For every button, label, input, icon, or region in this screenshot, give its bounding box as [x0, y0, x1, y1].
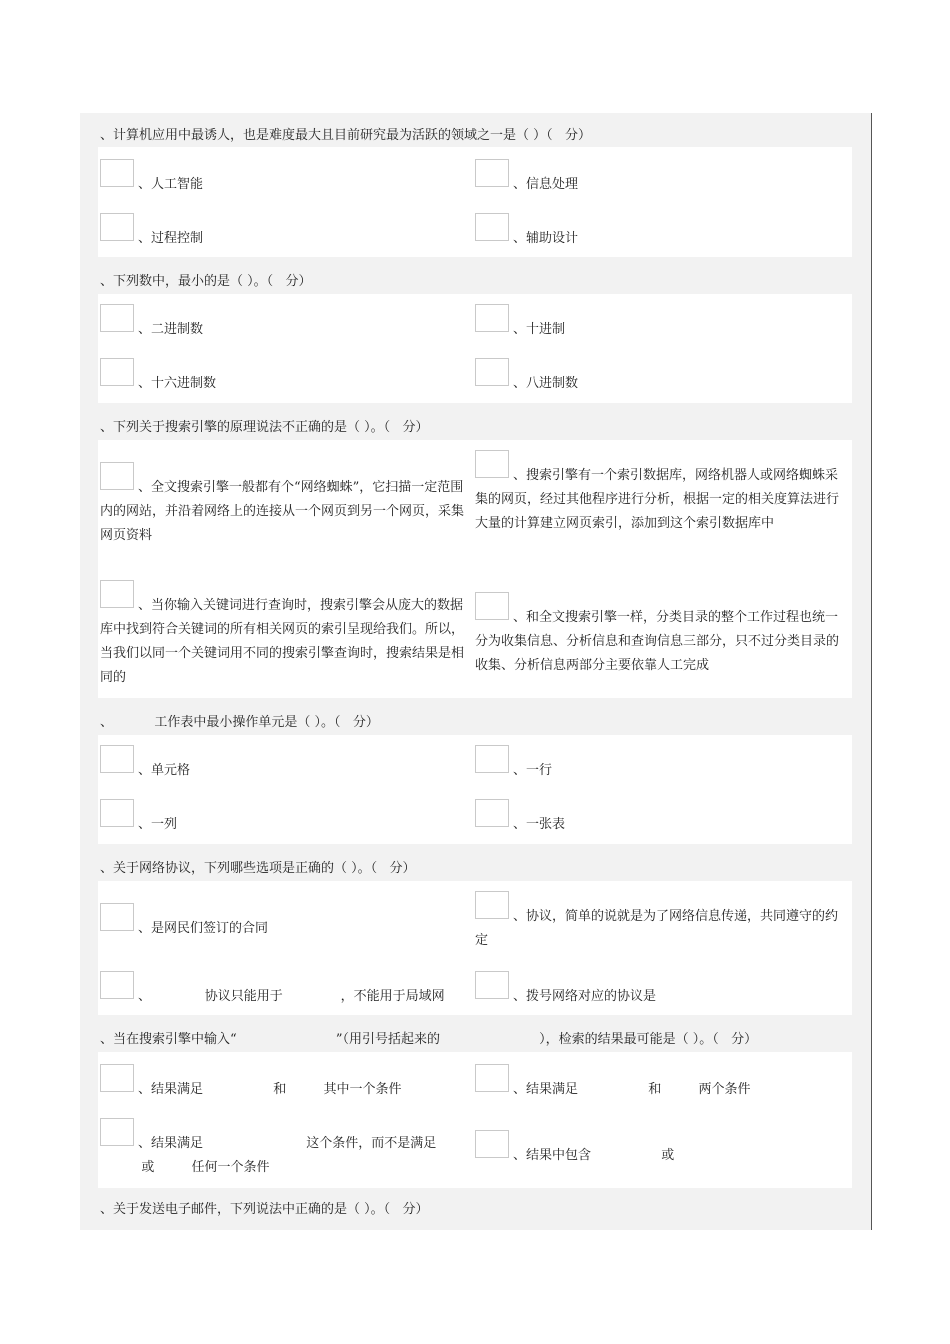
q2-option-d[interactable]: 、八进制数 — [475, 358, 578, 386]
q1-option-d[interactable]: 、辅助设计 — [475, 213, 578, 241]
q1-option-a[interactable]: 、人工智能 — [100, 159, 203, 187]
q6-option-a[interactable]: 、结果满足 和 其中一个条件 — [100, 1064, 401, 1092]
question-2-title: 、下列数中，最小的是（ ）。（ 分） — [100, 274, 312, 289]
checkbox[interactable] — [100, 358, 134, 386]
q6-option-c[interactable]: 、结果满足 这个条件，而不是满足 或 任何一个条件 — [100, 1118, 470, 1180]
checkbox[interactable] — [475, 159, 509, 187]
checkbox[interactable] — [100, 745, 134, 773]
q6-option-d[interactable]: 、结果中包含 或 — [475, 1130, 674, 1158]
checkbox[interactable] — [475, 304, 509, 332]
question-1-title: 、计算机应用中最诱人，也是难度最大且目前研究最为活跃的领域之一是（ ）（ 分） — [100, 128, 592, 143]
checkbox[interactable] — [475, 971, 509, 999]
q5-option-d[interactable]: 、拨号网络对应的协议是 — [475, 971, 656, 999]
q5-option-b[interactable]: 、协议，简单的说就是为了网络信息传递，共同遵守的约定 — [475, 891, 849, 953]
question-3-title: 、下列关于搜索引擎的原理说法不正确的是（ ）。（ 分） — [100, 420, 429, 435]
checkbox[interactable] — [100, 580, 134, 608]
q1-option-b[interactable]: 、信息处理 — [475, 159, 578, 187]
checkbox[interactable] — [100, 304, 134, 332]
checkbox[interactable] — [100, 799, 134, 827]
checkbox[interactable] — [475, 1130, 509, 1158]
checkbox[interactable] — [100, 213, 134, 241]
q3-option-d[interactable]: 、和全文搜索引擎一样，分类目录的整个工作过程也统一分为收集信息、分析信息和查询信息三部分，只不过分类目录的收集、分析信息两部分主要依靠人工完成 — [475, 592, 849, 678]
checkbox[interactable] — [475, 891, 509, 919]
checkbox[interactable] — [475, 592, 509, 620]
checkbox[interactable] — [100, 1118, 134, 1146]
checkbox[interactable] — [100, 903, 134, 931]
q6-option-b[interactable]: 、结果满足 和 两个条件 — [475, 1064, 750, 1092]
checkbox[interactable] — [475, 358, 509, 386]
question-2-options — [98, 294, 852, 403]
checkbox[interactable] — [475, 213, 509, 241]
question-7-title: 、关于发送电子邮件，下列说法中正确的是（ ）。（ 分） — [100, 1202, 429, 1217]
question-5-options — [98, 881, 852, 1015]
q3-option-c[interactable]: 、当你输入关键词进行查询时，搜索引擎会从庞大的数据库中找到符合关键词的所有相关网页的索引呈现给我们。所以，当我们以同一个关键词用不同的搜索引擎查询时，搜索结果是相同的 — [100, 580, 470, 690]
checkbox[interactable] — [475, 799, 509, 827]
checkbox[interactable] — [475, 1064, 509, 1092]
q5-option-a[interactable]: 、是网民们签订的合同 — [100, 903, 268, 931]
question-6-title: 、当在搜索引擎中输入“ ”（用引号括起来的 ），检索的结果最可能是（ ）。（ 分） — [100, 1032, 758, 1047]
q3-option-a[interactable]: 、全文搜索引擎一般都有个“网络蜘蛛”，它扫描一定范围内的网站，并沿着网络上的连接从一个网页到另一个网页，采集网页资料 — [100, 462, 470, 548]
q2-option-a[interactable]: 、二进制数 — [100, 304, 203, 332]
checkbox[interactable] — [475, 745, 509, 773]
question-6-options — [98, 1052, 852, 1188]
q1-option-c[interactable]: 、过程控制 — [100, 213, 203, 241]
question-4-title: 、 工作表中最小操作单元是（ ）。（ 分） — [100, 715, 379, 730]
checkbox[interactable] — [100, 971, 134, 999]
question-3-options — [98, 440, 852, 698]
q2-option-b[interactable]: 、十进制 — [475, 304, 565, 332]
question-1-options — [98, 147, 852, 257]
q4-option-a[interactable]: 、单元格 — [100, 745, 190, 773]
q4-option-b[interactable]: 、一行 — [475, 745, 552, 773]
quiz-frame — [80, 113, 872, 1230]
question-5-title: 、关于网络协议，下列哪些选项是正确的（ ）。（ 分） — [100, 861, 416, 876]
q4-option-c[interactable]: 、一列 — [100, 799, 177, 827]
question-4-options — [98, 735, 852, 844]
checkbox[interactable] — [475, 450, 509, 478]
checkbox[interactable] — [100, 462, 134, 490]
q5-option-c[interactable]: 、 协议只能用于 ，不能用于局域网 — [100, 971, 445, 999]
q4-option-d[interactable]: 、一张表 — [475, 799, 565, 827]
q3-option-b[interactable]: 、搜索引擎有一个索引数据库，网络机器人或网络蜘蛛采集的网页，经过其他程序进行分析，根据一定的相关度算法进行大量的计算建立网页索引，添加到这个索引数据库中 — [475, 450, 849, 536]
checkbox[interactable] — [100, 159, 134, 187]
checkbox[interactable] — [100, 1064, 134, 1092]
q2-option-c[interactable]: 、十六进制数 — [100, 358, 216, 386]
